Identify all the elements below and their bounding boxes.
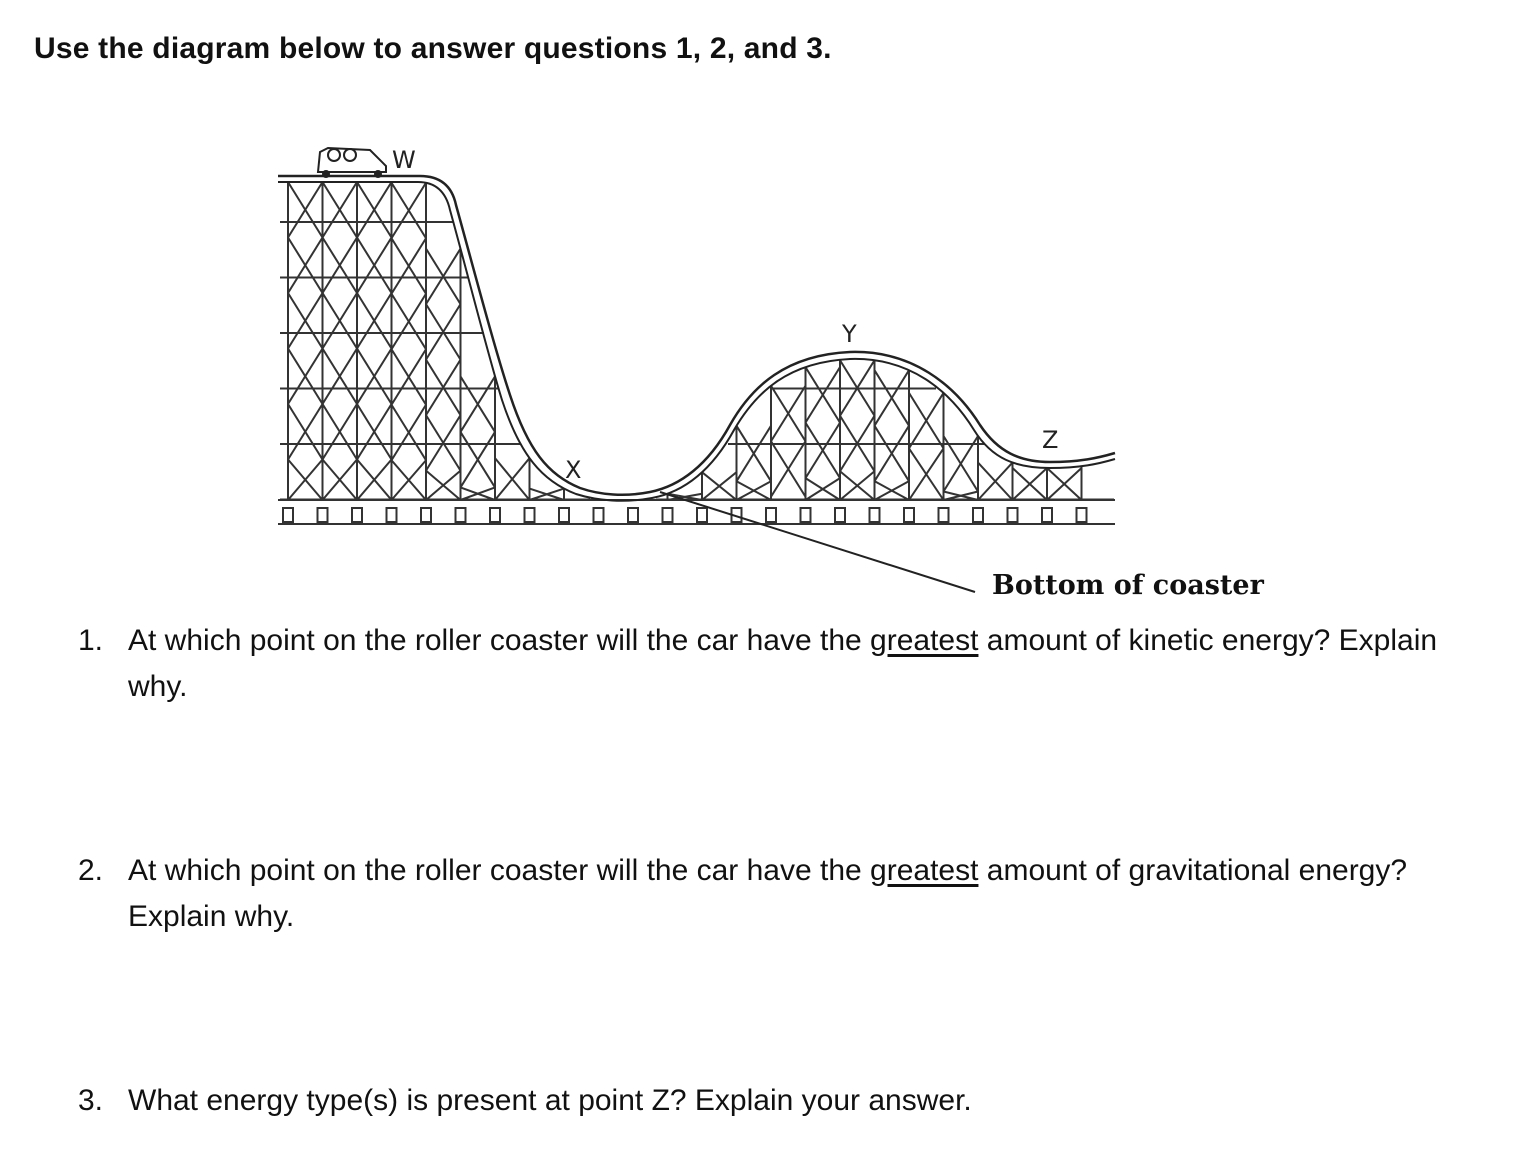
point-x-label: X — [565, 456, 582, 484]
question-number: 1. — [78, 624, 104, 657]
footing-block — [456, 508, 466, 522]
footing-block — [663, 508, 673, 522]
footing-block — [490, 508, 500, 522]
question-1 — [78, 618, 1498, 710]
rider-head — [328, 149, 340, 161]
question-number: 2. — [78, 854, 104, 887]
bottom-of-coaster-caption: Bottom of coaster — [992, 570, 1264, 601]
footing-block — [525, 508, 535, 522]
coaster-support-structure — [278, 182, 1115, 524]
question-text: At which point on the roller coaster will the car have the greatest amount of gravitational energy? Explain why. — [128, 854, 1408, 933]
question-number: 3. — [78, 1084, 104, 1117]
question-3 — [78, 1078, 1498, 1124]
footing-block — [870, 508, 880, 522]
point-w-label: W — [392, 146, 416, 174]
rider-head — [344, 149, 356, 161]
footing-block — [421, 508, 431, 522]
question-text: What energy type(s) is present at point Z? Explain your answer. — [128, 1084, 972, 1117]
page-heading: Use the diagram below to answer questions 1, 2, and 3. — [34, 32, 832, 65]
coaster-footings — [283, 508, 1087, 522]
footing-block — [559, 508, 569, 522]
footing-block — [628, 508, 638, 522]
footing-block — [766, 508, 776, 522]
footing-block — [973, 508, 983, 522]
coaster-track — [278, 176, 1115, 501]
footing-block — [352, 508, 362, 522]
footing-block — [387, 508, 397, 522]
coaster-car — [318, 148, 386, 177]
footing-block — [939, 508, 949, 522]
footing-block — [1077, 508, 1087, 522]
question-text: At which point on the roller coaster will the car have the greatest amount of kinetic energy? Explain why. — [128, 624, 1438, 703]
footing-block — [594, 508, 604, 522]
footing-block — [283, 508, 293, 522]
footing-block — [835, 508, 845, 522]
footing-block — [1008, 508, 1018, 522]
footing-block — [697, 508, 707, 522]
point-y-label: Y — [842, 320, 857, 348]
emphasis-underlined: greatest — [870, 624, 979, 657]
footing-block — [1042, 508, 1052, 522]
emphasis-underlined: greatest — [870, 854, 979, 887]
footing-block — [904, 508, 914, 522]
footing-block — [318, 508, 328, 522]
footing-block — [801, 508, 811, 522]
bottom-pointer-line — [660, 492, 975, 592]
point-z-label: Z — [1042, 426, 1059, 454]
question-2 — [78, 848, 1498, 940]
